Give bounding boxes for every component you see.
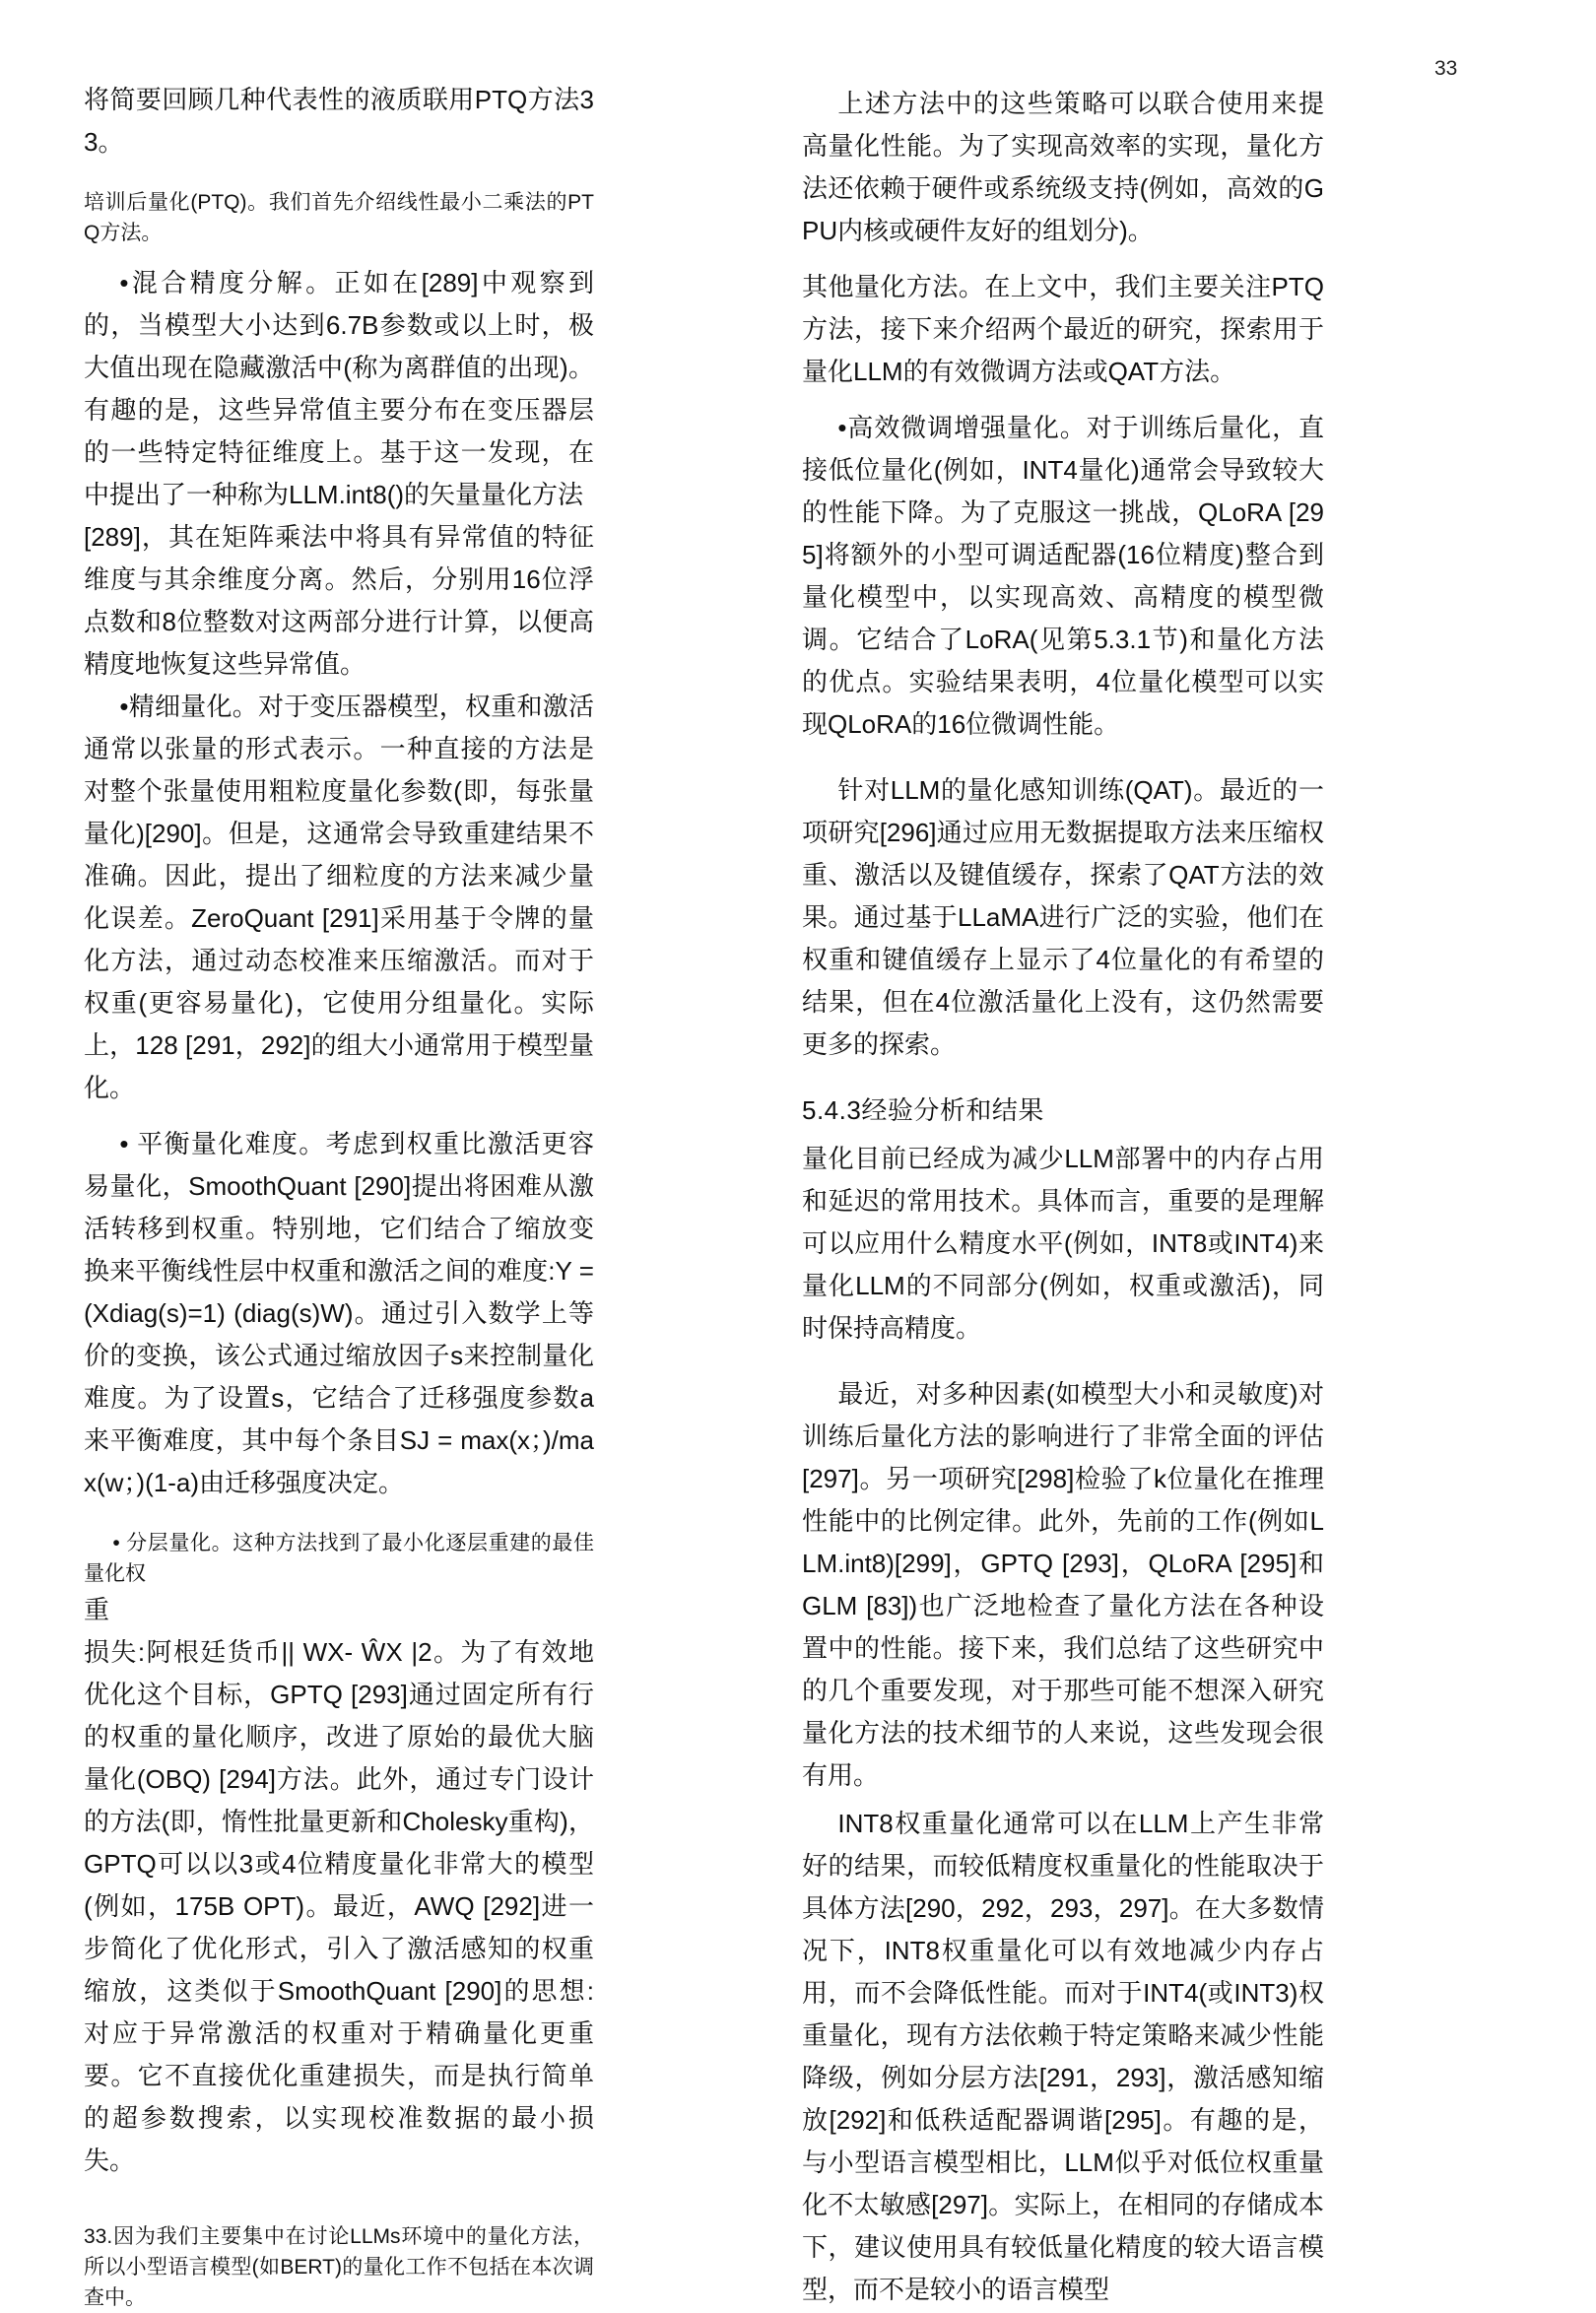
evaluation-paragraph: 最近，对多种因素(如模型大小和灵敏度)对训练后量化方法的影响进行了非常全面的评估[297]。另一项研究[298]检验了k位量化在推理性能中的比例定律。此外，先前的工作(例如LLM.int8)[299]，GPTQ [293]，QLoRA [295]和GLM [83])也广泛地检查了量化方法在各种设置中的性能。接下来，我们总结了这些研究中的几个重要发现，对于那些可能不想深入研究量化方法的技术细节的人来说，这些发现会很有用。	[802, 1379, 1324, 1790]
left-column	[84, 79, 594, 2313]
balance-difficulty-paragraph: • 平衡量化难度。考虑到权重比激活更容易量化，SmoothQuant [290]提出将困难从激活转移到权重。特别地，它们结合了缩放变换来平衡线性层中权重和激活之间的难度:Y = (Xdiag(s)=1) (diag(s)W)。通过引入数学上等价的变换，该公式通过缩放因子s来控制量化难度。为了设置s，它结合了迁移强度参数a来平衡难度，其中每个条目SJ = max(x；)/max(w；)(1-a)由迁移强度决定。	[84, 1129, 594, 1497]
mixed-precision-paragraph: •混合精度分解。正如在[289]中观察到的，当模型大小达到6.7B参数或以上时，极大值出现在隐藏激活中(称为离群值的出现)。有趣的是，这些异常值主要分布在变压器层的一些特定特征维度上。基于这一发现，在中提出了一种称为LLM.int8()的矢量量化方法	[84, 268, 594, 509]
efficient-finetuning-paragraph: •高效微调增强量化。对于训练后量化，直接低位量化(例如，INT4量化)通常会导致较大的性能下降。为了克服这一挑战，QLoRA [295]将额外的小型可调适配器(16位精度)整合到量化模型中，以实现高效、高精度的模型微调。它结合了LoRA(见第5.3.1节)和量化方法的优点。实验结果表明，4位量化模型可以实现QLoRA的16位微调性能。	[802, 413, 1324, 739]
mixed-precision-continued: [289]，其在矩阵乘法中将具有异常值的特征维度与其余维度分离。然后，分别用16位浮点数和8位整数对这两部分进行计算，以便高精度地恢复这些异常值。	[84, 522, 594, 679]
section-heading-5-4-3: 5.4.3经验分析和结果	[802, 1095, 1044, 1125]
layerwise-wrap-char: 重	[84, 1595, 110, 1624]
layerwise-paragraph: 损失:阿根廷货币|| WX- ŴX |2。为了有效地优化这个目标，GPTQ [293]通过固定所有行的权重的量化顺序，改进了原始的最优大脑量化(OBQ) [294]方法。此外，通过专门设计的方法(即，惰性批量更新和Cholesky重构)，GPTQ可以以3或4位精度量化非常大的模型(例如，175B OPT)。最近，AWQ [292]进一步简化了优化形式，引入了激活感知的权重缩放，这类似于SmoothQuant [290]的思想:对应于异常激活的权重对于精确量化更重要。它不直接优化重建损失，而是执行简单的超参数搜索，以实现校准数据的最小损失。	[84, 1637, 594, 2175]
layerwise-lead-line: • 分层量化。这种方法找到了最小化逐层重建的最佳量化权	[84, 1532, 594, 1585]
other-methods-paragraph: 其他量化方法。在上文中，我们主要关注PTQ方法，接下来介绍两个最近的研究，探索用于量化LLM的有效微调方法或QAT方法。	[802, 272, 1324, 386]
footnote: 33.因为我们主要集中在讨论LLMs环境中的量化方法，所以小型语言模型(如BERT)的量化工作不包括在本次调查中。	[84, 2225, 594, 2309]
intro-line: 将简要回顾几种代表性的液质联用PTQ方法33。	[84, 85, 594, 157]
fine-grained-paragraph: •精细量化。对于变压器模型，权重和激活通常以张量的形式表示。一种直接的方法是对整个张量使用粗粒度量化参数(即，每张量量化)[290]。但是，这通常会导致重建结果不准确。因此，提出了细粒度的方法来减少量化误差。ZeroQuant [291]采用基于令牌的量化方法，通过动态校准来压缩激活。而对于权重(更容易量化)，它使用分组量化。实际上，128 [291，292]的组大小通常用于模型量化。	[84, 692, 594, 1102]
ptq-lead-line: 培训后量化(PTQ)。我们首先介绍线性最小二乘法的PTQ方法。	[84, 191, 594, 244]
int8-findings-paragraph: INT8权重量化通常可以在LLM上产生非常好的结果，而较低精度权重量化的性能取决于具体方法[290，292，293，297]。在大多数情况下，INT8权重量化可以有效地减少内存占用，而不会降低性能。而对于INT4(或INT3)权重量化，现有方法依赖于特定策略来减少性能降级，例如分层方法[291，293]，激活感知缩放[292]和低秩适配器调谐[295]。有趣的是，与小型语言模型相比，LLM似乎对低位权重量化不太敏感[297]。实际上，在相同的存储成本下，建议使用具有较低量化精度的较大语言模型，而不是较小的语言模型	[802, 1809, 1324, 2304]
qat-paragraph: 针对LLM的量化感知训练(QAT)。最近的一项研究[296]通过应用无数据提取方法来压缩权重、激活以及键值缓存，探索了QAT方法的效果。通过基于LLaMA进行广泛的实验，他们在权重和键值缓存上显示了4位量化的有希望的结果，但在4位激活量化上没有，这仍然需要更多的探索。	[802, 775, 1324, 1059]
section-intro-paragraph: 量化目前已经成为减少LLM部署中的内存占用和延迟的常用技术。具体而言，重要的是理解可以应用什么精度水平(例如，INT8或INT4)来量化LLM的不同部分(例如，权重或激活)，同时保持高精度。	[802, 1144, 1324, 1343]
right-column	[802, 83, 1324, 2311]
page-number: 33	[1434, 57, 1458, 80]
joint-strategies-paragraph: 上述方法中的这些策略可以联合使用来提高量化性能。为了实现高效率的实现，量化方法还依赖于硬件或系统级支持(例如，高效的GPU内核或硬件友好的组划分)。	[802, 89, 1324, 245]
